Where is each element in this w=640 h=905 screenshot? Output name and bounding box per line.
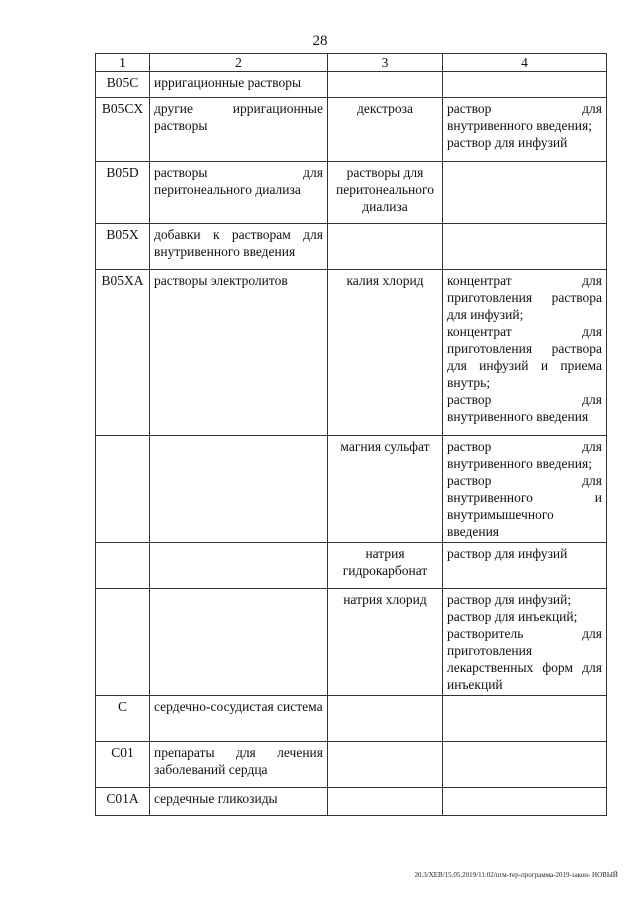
atc-code: C01A xyxy=(96,788,150,816)
drug-name xyxy=(328,72,443,98)
dosage-forms xyxy=(443,543,607,589)
dosage-forms xyxy=(443,788,607,816)
dosage-form: концентрат для приготовления раствора для инфузий; xyxy=(447,273,602,322)
column-header: 4 xyxy=(443,54,607,72)
dosage-forms xyxy=(443,696,607,742)
dosage-forms xyxy=(443,436,607,543)
atc-code xyxy=(96,436,150,543)
dosage-forms xyxy=(443,589,607,696)
dosage-forms xyxy=(443,224,607,270)
drug-name: магния сульфат xyxy=(328,436,443,543)
table-row xyxy=(96,742,607,788)
table-row xyxy=(96,788,607,816)
table-row xyxy=(96,162,607,224)
group-name: добавки к растворам для внутривенного введения xyxy=(150,224,328,270)
dosage-forms xyxy=(443,72,607,98)
dosage-form: раствор для инфузий xyxy=(447,546,568,561)
dosage-form: раствор для инфузий xyxy=(447,135,568,150)
atc-code xyxy=(96,543,150,589)
group-name: растворы для перитонеального диализа xyxy=(150,162,328,224)
document-footer: 20.3/ХЕВ/15.05.2019/11:02/пгм-тер-программа-2019-закон- НОВЫЙ xyxy=(414,871,618,879)
dosage-forms xyxy=(443,162,607,224)
group-name xyxy=(150,436,328,543)
dosage-forms xyxy=(443,270,607,436)
group-name: другие ирригационные растворы xyxy=(150,98,328,162)
table-row xyxy=(96,436,607,543)
table-row xyxy=(96,543,607,589)
atc-code: C xyxy=(96,696,150,742)
drug-name: растворы для перитонеального диализа xyxy=(328,162,443,224)
atc-code: B05D xyxy=(96,162,150,224)
atc-code: B05X xyxy=(96,224,150,270)
table-row xyxy=(96,270,607,436)
table-row xyxy=(96,98,607,162)
column-header: 2 xyxy=(150,54,328,72)
table-row xyxy=(96,72,607,98)
drug-name: декстроза xyxy=(328,98,443,162)
group-name xyxy=(150,589,328,696)
dosage-forms xyxy=(443,742,607,788)
group-name: сердечные гликозиды xyxy=(150,788,328,816)
dosage-form: раствор для внутривенного введения; xyxy=(447,439,602,471)
table-row xyxy=(96,696,607,742)
drug-name: натрия хлорид xyxy=(328,589,443,696)
drug-name xyxy=(328,788,443,816)
dosage-form: раствор для внутривенного введения xyxy=(447,392,602,424)
drug-name: натрия гидрокарбонат xyxy=(328,543,443,589)
column-header: 1 xyxy=(96,54,150,72)
table-row xyxy=(96,589,607,696)
page-number: 28 xyxy=(312,33,328,49)
atc-code xyxy=(96,589,150,696)
column-header: 3 xyxy=(328,54,443,72)
atc-code: B05CX xyxy=(96,98,150,162)
group-name xyxy=(150,543,328,589)
group-name: ирригационные растворы xyxy=(150,72,328,98)
dosage-form: концентрат для приготовления раствора для инфузий и приема внутрь; xyxy=(447,324,602,390)
dosage-form: раствор для инъекций; xyxy=(447,609,578,624)
atc-code: B05XA xyxy=(96,270,150,436)
dosage-form: раствор для внутривенного и внутримышечного введения xyxy=(447,473,602,539)
atc-code: C01 xyxy=(96,742,150,788)
group-name: препараты для лечения заболеваний сердца xyxy=(150,742,328,788)
drug-name xyxy=(328,742,443,788)
table-row xyxy=(96,224,607,270)
group-name: сердечно-сосудистая система xyxy=(150,696,328,742)
dosage-form: растворитель для приготовления лекарственных форм для инъекций xyxy=(447,626,602,692)
drug-table xyxy=(95,53,607,816)
drug-name xyxy=(328,224,443,270)
dosage-form: раствор для внутривенного введения; xyxy=(447,101,602,133)
dosage-forms xyxy=(443,98,607,162)
drug-name: калия хлорид xyxy=(328,270,443,436)
group-name: растворы электролитов xyxy=(150,270,328,436)
dosage-form: раствор для инфузий; xyxy=(447,592,572,607)
drug-name xyxy=(328,696,443,742)
atc-code: B05C xyxy=(96,72,150,98)
header-row xyxy=(96,54,607,72)
